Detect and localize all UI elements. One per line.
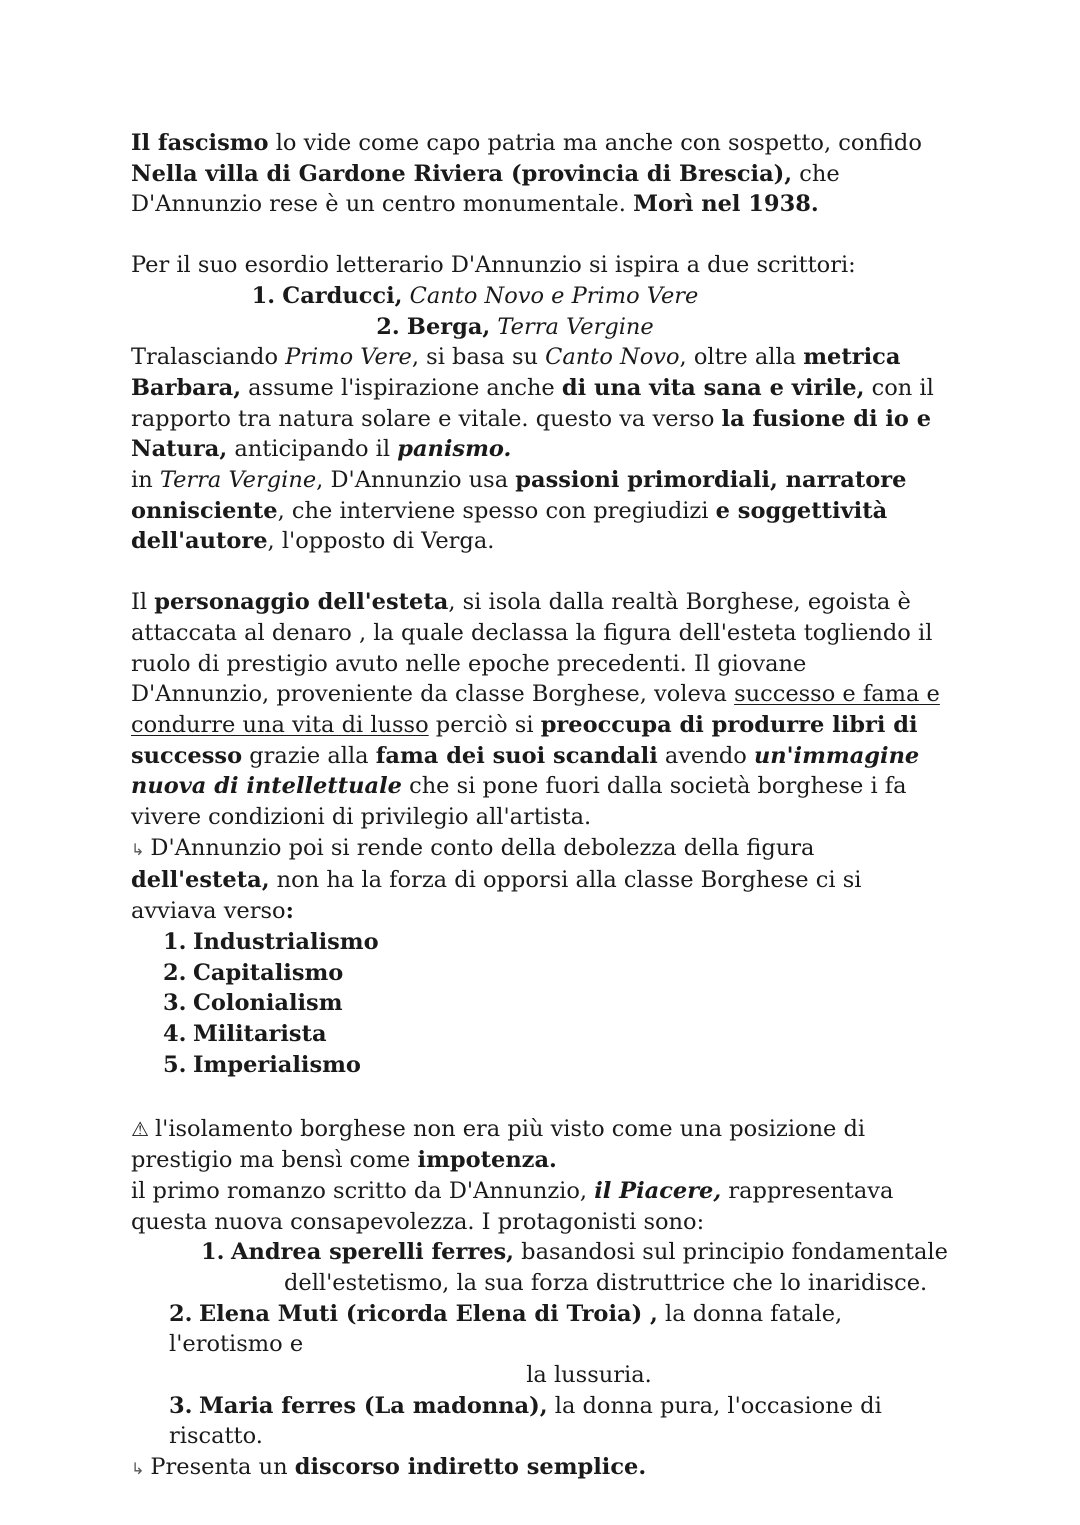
writer-works: Canto Novo e Primo Vere bbox=[402, 282, 699, 309]
list-number: 2. bbox=[376, 313, 400, 340]
paragraph-esteta bbox=[131, 587, 949, 833]
list-label: Militarista bbox=[193, 1020, 327, 1047]
text: la donna fatale, l'erotismo e bbox=[169, 1300, 843, 1358]
text: , l'opposto di Verga. bbox=[267, 528, 495, 555]
text: , si isola dalla realtà Borghese, egoista è attaccata al denaro , la quale declassa la figura dell'esteta togliendo il ruolo di prestigio avuto nelle epoche precedenti. Il giovane D'Annunzio, proveniente da classe Borghese, voleva bbox=[131, 589, 933, 708]
list-item bbox=[163, 1050, 949, 1081]
text: l'isolamento borghese non era più visto come una posizione di prestigio ma bensì come bbox=[131, 1116, 866, 1174]
text: perciò si bbox=[428, 711, 541, 738]
paragraph-piacere bbox=[131, 1176, 949, 1237]
text: in bbox=[131, 467, 160, 494]
italic-text: Primo Vere bbox=[285, 344, 412, 371]
text: rappresentava questa nuova consapevolezza. I protagonisti sono: bbox=[131, 1177, 894, 1235]
protagonist-name: Elena Muti (ricorda Elena di Troia) , bbox=[199, 1300, 658, 1327]
paragraph-fascismo bbox=[131, 128, 949, 220]
bold-text: Il fascismo bbox=[131, 130, 269, 156]
list-number: 1. bbox=[201, 1239, 225, 1266]
text: grazie alla bbox=[242, 742, 376, 769]
list-label: Imperialismo bbox=[193, 1051, 361, 1078]
bold-text: impotenza. bbox=[417, 1147, 557, 1174]
protagonist-name: Andrea sperelli ferres, bbox=[231, 1239, 515, 1266]
arrow-icon: ↳ bbox=[131, 1459, 145, 1479]
text: la lussuria. bbox=[526, 1362, 652, 1389]
list-number: 1. bbox=[251, 282, 276, 309]
bold-text: personaggio dell'esteta bbox=[154, 589, 449, 616]
text: il primo romanzo scritto da D'Annunzio, bbox=[131, 1177, 595, 1204]
writer-works: Terra Vergine bbox=[490, 313, 654, 340]
list-label: Capitalismo bbox=[193, 959, 344, 986]
text: Presenta un bbox=[150, 1454, 295, 1481]
list-label: Colonialism bbox=[193, 990, 343, 1017]
bold-italic-text: panismo. bbox=[397, 436, 512, 463]
list-number: 3. bbox=[163, 990, 187, 1017]
paragraph-terra-vergine bbox=[131, 465, 949, 557]
bold-text: dell'esteta, bbox=[131, 867, 270, 894]
text: la donna pura, l'occasione di riscatto. bbox=[169, 1392, 882, 1450]
bold-text: passioni primordiali, narratore onnisciente bbox=[131, 467, 907, 524]
list-item bbox=[131, 1299, 949, 1391]
list-item bbox=[163, 1019, 949, 1050]
arrow-icon: ↳ bbox=[131, 839, 145, 859]
protagonists-list bbox=[131, 1237, 949, 1452]
paragraph-canto-novo bbox=[131, 342, 949, 465]
bold-text: discorso indiretto semplice. bbox=[294, 1454, 647, 1481]
text: che D'Annunzio rese è un centro monumentale. bbox=[131, 160, 840, 218]
list-number: 5. bbox=[163, 1051, 187, 1078]
bold-text: di una vita sana e virile, bbox=[561, 374, 865, 401]
paragraph-discorso bbox=[131, 1452, 949, 1485]
writer-name: Berga, bbox=[406, 313, 491, 340]
text: , che interviene spesso con pregiudizi bbox=[277, 497, 716, 524]
list-item bbox=[163, 958, 949, 989]
italic-text: Terra Vergine bbox=[159, 467, 317, 494]
bold-italic-text: il Piacere, bbox=[594, 1177, 722, 1204]
text: Il bbox=[131, 589, 155, 616]
bold-text: Morì nel 1938. bbox=[633, 191, 819, 218]
text: dell'estetismo, la sua forza distruttrice che lo inaridisce. bbox=[284, 1269, 928, 1296]
bold-text: e soggettività dell'autore bbox=[131, 497, 888, 555]
text: , oltre alla bbox=[679, 344, 804, 371]
list-number: 2. bbox=[169, 1300, 193, 1327]
list-number: 2. bbox=[163, 959, 187, 986]
writers-list bbox=[131, 281, 949, 342]
text: non ha la forza di opporsi alla classe Borghese ci si avviava verso bbox=[131, 867, 862, 925]
text: Tralasciando bbox=[131, 344, 286, 371]
bold-text: Nella villa di Gardone Riviera (provincia di Brescia), bbox=[131, 160, 793, 187]
text: lo vide come capo patria ma anche con sospetto, confido bbox=[268, 130, 922, 156]
list-item bbox=[1, 281, 949, 312]
list-item bbox=[131, 1391, 949, 1452]
paragraph-debolezza bbox=[131, 833, 949, 927]
list-label: Industrialismo bbox=[193, 928, 379, 955]
text: , D'Annunzio usa bbox=[316, 467, 516, 494]
writer-name: Carducci, bbox=[282, 282, 403, 309]
list-item bbox=[131, 1237, 949, 1298]
paragraph-esordio: Per il suo esordio letterario D'Annunzio si ispira a due scrittori: bbox=[131, 252, 856, 279]
paragraph-isolamento bbox=[131, 1114, 949, 1175]
list-item bbox=[81, 312, 949, 343]
italic-text: Canto Novo bbox=[545, 344, 680, 371]
list-number: 3. bbox=[169, 1392, 193, 1419]
bold-text: fama dei suoi scandali bbox=[375, 742, 658, 769]
bold-text: metrica Barbara, bbox=[131, 344, 901, 401]
bold-text: preoccupa di produrre libri di successo bbox=[131, 711, 918, 769]
bold-text: : bbox=[285, 898, 294, 925]
text: con il rapporto tra natura solare e vitale. questo va verso bbox=[131, 374, 934, 432]
list-item bbox=[163, 927, 949, 958]
list-number: 1. bbox=[163, 928, 187, 955]
bold-italic-text: un'immagine nuova di intellettuale bbox=[131, 742, 920, 800]
text: che si pone fuori dalla società borghese i fa vivere condizioni di privilegio all'artista. bbox=[131, 773, 907, 831]
underlined-text: successo e fama e condurre una vita di lusso bbox=[131, 681, 940, 738]
isms-list bbox=[131, 927, 949, 1081]
bold-text: la fusione di io e Natura, bbox=[131, 405, 932, 463]
list-number: 4. bbox=[163, 1020, 187, 1047]
text: basandosi sul principio fondamentale bbox=[514, 1239, 948, 1266]
text: assume l'ispirazione anche bbox=[241, 374, 562, 401]
document-page bbox=[131, 128, 949, 1485]
text: , si basa su bbox=[411, 344, 546, 371]
list-item bbox=[163, 988, 949, 1019]
protagonist-name: Maria ferres (La madonna), bbox=[199, 1392, 548, 1419]
warning-icon: ⚠ bbox=[131, 1117, 149, 1142]
text: anticipando il bbox=[227, 436, 398, 463]
text: D'Annunzio poi si rende conto della debolezza della figura bbox=[150, 834, 815, 861]
text: avendo bbox=[657, 742, 754, 769]
